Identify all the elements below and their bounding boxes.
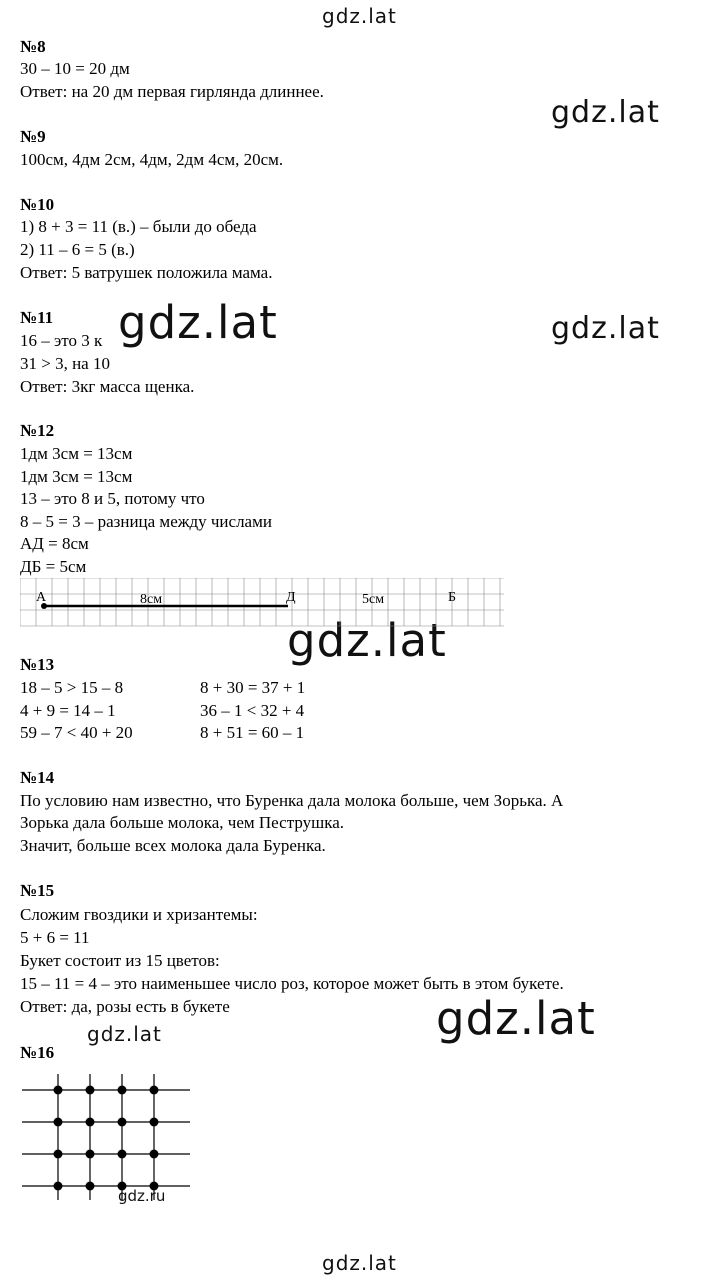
task-12-line: 1дм 3см = 13см — [20, 444, 133, 463]
task-13-left: 4 + 9 = 14 – 1 — [20, 701, 116, 720]
task-11-title: №11 — [20, 308, 54, 327]
task-15-line: 5 + 6 = 11 — [20, 928, 90, 947]
grid-dot — [54, 1150, 63, 1159]
grid-dot — [54, 1182, 63, 1191]
watermark-right-2: gdz.lat — [551, 311, 660, 346]
task-15-title: №15 — [20, 881, 55, 900]
grid-lines — [20, 578, 504, 626]
task-10-answer: Ответ: 5 ватрушек положила мама. — [20, 263, 273, 282]
task-13-left: 59 – 7 < 40 + 20 — [20, 723, 133, 742]
task-12-title: №12 — [20, 421, 55, 440]
task-12-line: 8 – 5 = 3 – разница между числами — [20, 512, 272, 531]
grid-dot — [86, 1118, 95, 1127]
task-16-dot-grid — [20, 1072, 192, 1204]
task-15-line: 15 – 11 = 4 – это наименьшее число роз, которое может быть в этом букете. — [20, 974, 564, 993]
grid-dot — [118, 1150, 127, 1159]
task-8-answer: Ответ: на 20 дм первая гирлянда длиннее. — [20, 82, 324, 101]
task-9-title: №9 — [20, 127, 46, 146]
grid-dot — [54, 1118, 63, 1127]
task-14-line: По условию нам известно, что Буренка дала молока больше, чем Зорька. А — [20, 791, 564, 810]
task-10-title: №10 — [20, 195, 55, 214]
dot-grid-dots — [54, 1086, 159, 1191]
grid-dot — [150, 1150, 159, 1159]
task-10-line: 2) 11 – 6 = 5 (в.) — [20, 240, 135, 259]
grid-dot — [54, 1086, 63, 1095]
grid-dot — [118, 1118, 127, 1127]
grid-dot — [118, 1086, 127, 1095]
grid-dot — [150, 1086, 159, 1095]
grid-dot — [86, 1182, 95, 1191]
task-14-line: Значит, больше всех молока дала Буренка. — [20, 836, 326, 855]
task-12-segment-figure — [20, 578, 504, 628]
task-15-line: Сложим гвоздики и хризантемы: — [20, 905, 258, 924]
watermark-mid-left: gdz.lat — [118, 296, 278, 349]
task-11-line: 16 – это 3 к — [20, 331, 103, 350]
watermark-top: gdz.lat — [322, 4, 397, 28]
watermark-lower-left: gdz.lat — [87, 1022, 162, 1046]
point-a-label: А — [36, 590, 47, 605]
point-b-label: Б — [448, 590, 457, 605]
task-12-line: АД = 8см — [20, 534, 89, 553]
task-11-answer: Ответ: 3кг масса щенка. — [20, 377, 195, 396]
point-d-label: Д — [286, 590, 296, 605]
watermark-lower-right: gdz.lat — [436, 992, 596, 1045]
task-12-line: ДБ = 5см — [20, 557, 87, 576]
task-9-line: 100см, 4дм 2см, 4дм, 2дм 4см, 20см. — [20, 150, 284, 169]
task-15-answer: Ответ: да, розы есть в букете — [20, 997, 230, 1016]
segment-db-label: 5см — [362, 592, 385, 607]
task-14-line: Зорька дала больше молока, чем Пеструшка. — [20, 813, 344, 832]
task-12-line: 1дм 3см = 13см — [20, 467, 133, 486]
task-13-right: 8 + 51 = 60 – 1 — [200, 723, 305, 742]
segment-ad-label: 8см — [140, 592, 163, 607]
grid-dot — [86, 1086, 95, 1095]
dot-grid-lines — [22, 1074, 190, 1200]
task-13-right: 8 + 30 = 37 + 1 — [200, 678, 306, 697]
task-13-title: №13 — [20, 655, 55, 674]
task-11-line: 31 > 3, на 10 — [20, 354, 110, 373]
task-10-line: 1) 8 + 3 = 11 (в.) – были до обеда — [20, 217, 257, 236]
grid-dot — [150, 1118, 159, 1127]
task-16-title: №16 — [20, 1043, 55, 1062]
task-13-right: 36 – 1 < 32 + 4 — [200, 701, 305, 720]
task-14-title: №14 — [20, 768, 55, 787]
task-12-line: 13 – это 8 и 5, потому что — [20, 489, 205, 508]
task-8-line: 30 – 10 = 20 дм — [20, 59, 130, 78]
task-8-title: №8 — [20, 37, 46, 56]
watermark-grid: gdz.ru — [118, 1187, 166, 1205]
task-13-left: 18 – 5 > 15 – 8 — [20, 678, 124, 697]
watermark-bottom: gdz.lat — [322, 1251, 397, 1275]
watermark-right-1: gdz.lat — [551, 95, 660, 130]
watermark-center: gdz.lat — [283, 618, 451, 663]
grid-dot — [86, 1150, 95, 1159]
task-15-line: Букет состоит из 15 цветов: — [20, 951, 220, 970]
